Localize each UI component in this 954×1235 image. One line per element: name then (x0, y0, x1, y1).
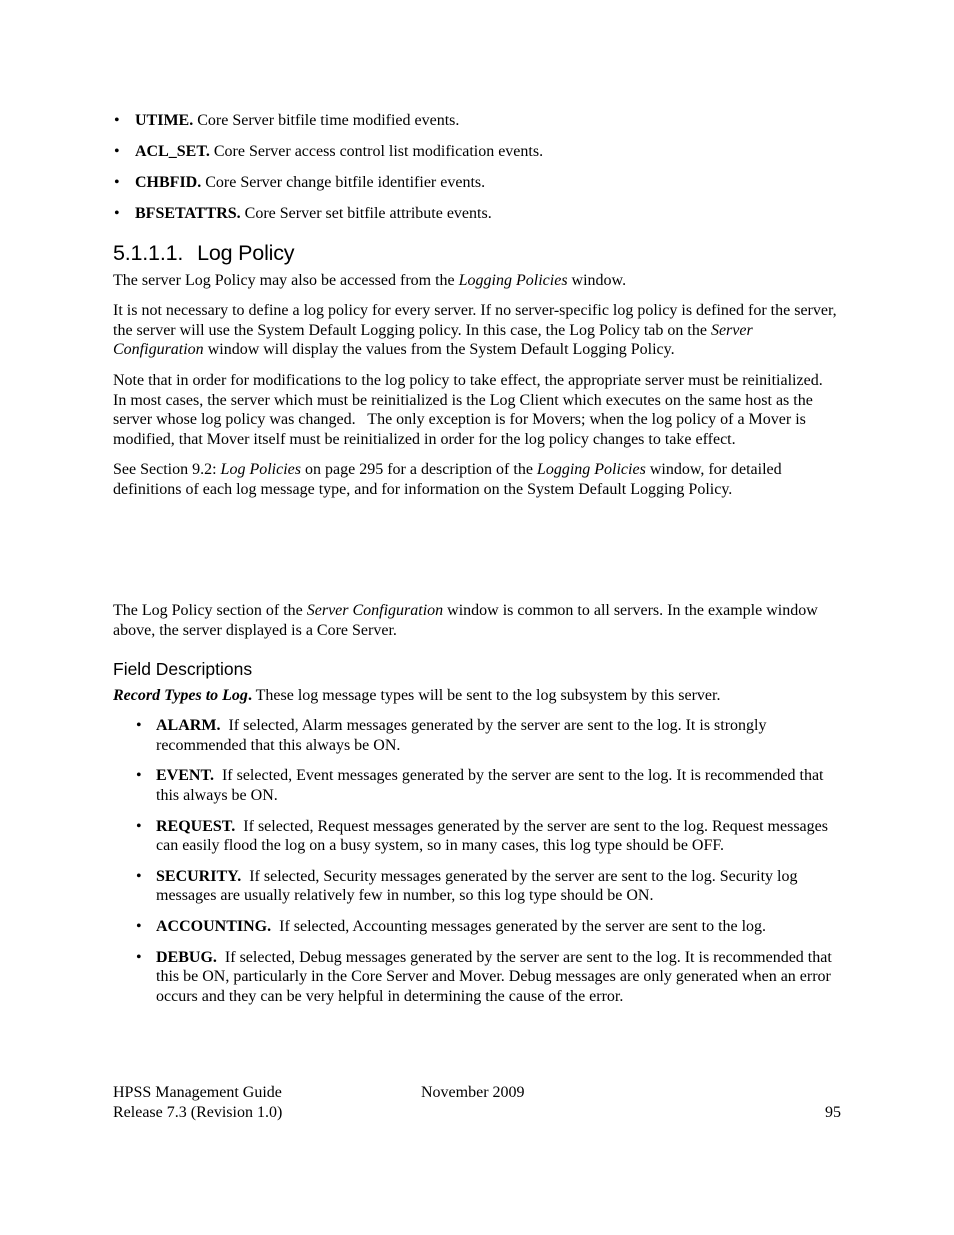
list-item-text: If selected, Alarm messages generated by the server are sent to the log. It is strongly recommended that this always be ON. (156, 717, 771, 754)
list-item-term: DEBUG. (156, 948, 217, 966)
paragraph-reinitialize-note: Note that in order for modifications to the log policy to take effect, the appropriate server must be reinitialized. In most cases, the server which must be reinitialized is the Log Client which executes on the same host as the server whose log policy was changed. The only exception is for Movers; when the log policy of a Mover is modified, that Mover itself must be reinitialized in order for the log policy changes to take effect. (113, 371, 839, 448)
list-item-term: BFSETATTRS. (135, 204, 241, 222)
paragraph-default-policy (113, 301, 841, 360)
field-descriptions-heading: Field Descriptions (113, 658, 253, 679)
paragraph-text: window is common to all servers. In the example window above, the server displayed is a Core Server. (113, 602, 818, 640)
section-title-emphasis: Log Policies (220, 461, 301, 479)
list-item-text: If selected, Accounting messages generated by the server are sent to the log. (271, 918, 767, 936)
paragraph-text: window will display the values from the System Default Logging Policy. (203, 341, 675, 359)
list-item-text: If selected, Event messages generated by the server are sent to the log. It is recommended that this always be ON. (156, 767, 828, 805)
footer-row (113, 1083, 841, 1103)
paragraph-common-section (113, 601, 841, 640)
list-item (113, 204, 841, 224)
footer-row (113, 1103, 841, 1123)
window-name-emphasis: Server Configuration (113, 321, 753, 359)
list-item-text: Core Server bitfile time modified events. (193, 112, 460, 129)
paragraph-text: See Section 9.2: (113, 461, 221, 479)
list-item-term: ACL_SET. (135, 142, 210, 160)
list-item-term: CHBFID. (135, 173, 202, 191)
list-item-term: ACCOUNTING. (156, 918, 272, 936)
footer-date: November 2009 (421, 1084, 525, 1101)
list-item-text: Core Server set bitfile attribute events. (240, 204, 492, 222)
list-item (135, 716, 841, 755)
paragraph-logging-policies-access (113, 271, 841, 291)
paragraph-text: window, for detailed definitions of each log message type, and for information on the System Default Logging Policy. (113, 461, 782, 498)
page-footer (113, 1083, 841, 1123)
paragraph-text: It is not necessary to define a log policy for every server. If no server-specific log policy is defined for the server, the server will use the System Default Logging policy. In this case, the Log Policy tab on the (113, 302, 837, 339)
list-item (135, 917, 841, 937)
list-item (113, 142, 841, 162)
list-item (113, 111, 841, 131)
paragraph-text: The Log Policy section of the (113, 602, 307, 620)
window-name-emphasis: Server Configuration (306, 602, 444, 620)
list-item-term: REQUEST. (156, 817, 236, 835)
page-content (113, 111, 841, 1017)
list-item-term: SECURITY. (156, 867, 242, 885)
list-item-term: UTIME. (135, 112, 194, 129)
paragraph-text: window. (567, 271, 627, 289)
record-types-label: Record Types to Log (113, 686, 248, 704)
section-number: 5.1.1.1. (113, 240, 184, 265)
list-item (113, 173, 841, 193)
paragraph-text: The server Log Policy may also be accessed from the (113, 271, 459, 289)
list-item-text: Core Server access control list modification events. (209, 142, 544, 160)
list-item (135, 867, 841, 906)
event-type-list (113, 111, 841, 224)
paragraph-see-section (113, 460, 841, 499)
list-item-text: Core Server change bitfile identifier events. (201, 173, 486, 191)
window-name-emphasis: Logging Policies (536, 461, 646, 479)
list-item-term: ALARM. (156, 717, 221, 735)
section-title: Log Policy (197, 240, 295, 265)
list-item (135, 948, 841, 1007)
record-types-punct: . (247, 686, 252, 704)
list-item-text: If selected, Request messages generated by the server are sent to the log. Request messages can easily flood the log on a busy system, so in many cases, this log type should be OFF. (156, 817, 832, 855)
window-name-emphasis: Logging Policies (458, 271, 568, 289)
footer-release: Release 7.3 (Revision 1.0) (113, 1104, 283, 1121)
list-item (135, 817, 841, 856)
section-heading (113, 240, 841, 266)
list-item-text: If selected, Security messages generated by the server are sent to the log. Security log messages are usually relatively few in number, so this log type should be ON. (156, 867, 802, 905)
figure-placeholder (113, 510, 841, 601)
list-item-term: EVENT. (156, 767, 214, 785)
list-item (135, 766, 841, 805)
paragraph-text: on page 295 for a description of the (300, 461, 537, 479)
record-types-intro (113, 686, 841, 706)
footer-guide-title: HPSS Management Guide (113, 1084, 282, 1101)
record-types-text: These log message types will be sent to the log subsystem by this server. (251, 686, 721, 704)
footer-page-number: 95 (825, 1104, 841, 1121)
list-item-text: If selected, Debug messages generated by the server are sent to the log. It is recommended that this be ON, particularly in the Core Server and Mover. Debug messages are only generated when an error occurs and they can be very helpful in determining the cause of the error. (156, 948, 836, 1005)
record-types-list (113, 716, 841, 1006)
